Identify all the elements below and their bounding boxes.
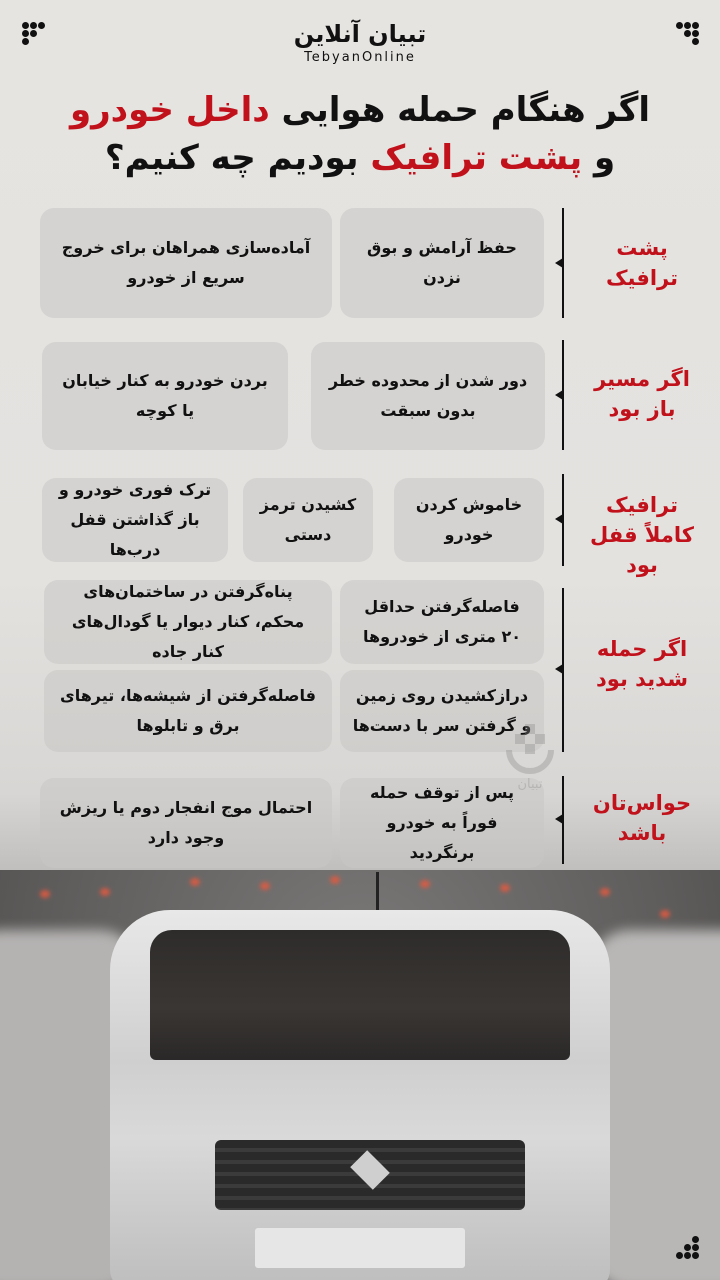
pointer-arrow-icon — [555, 258, 563, 268]
title-line2-pre: و — [582, 138, 616, 178]
pointer-arrow-icon — [555, 814, 563, 824]
section-route-open — [0, 340, 720, 452]
brand-name-fa: تبیان آنلاین — [293, 20, 427, 48]
section-label: اگر مسیر باز بود — [594, 367, 690, 421]
pointer-arrow-icon — [555, 514, 563, 524]
title-line-2 — [0, 134, 720, 182]
page-title — [0, 86, 720, 182]
tip-card: خاموش کردن خودرو — [394, 478, 544, 562]
tip-card: بردن خودرو به کنار خیابان یا کوچه — [42, 342, 288, 450]
tip-card: پناه‌گرفتن در ساختمان‌های محکم، کنار دیوار یا گودال‌های کنار جاده — [44, 580, 332, 664]
title-line2-post: بودیم چه کنیم؟ — [104, 138, 371, 178]
tip-card: احتمال موج انفجار دوم یا ریزش وجود دارد — [40, 778, 332, 868]
section-severe-attack — [0, 580, 720, 752]
section-traffic-locked — [0, 474, 720, 577]
tip-card: کشیدن ترمز دستی — [243, 478, 373, 562]
license-plate — [255, 1228, 465, 1268]
tip-card: آماده‌سازی همراهان برای خروج سریع از خودرو — [40, 208, 332, 318]
title-line1-black: اگر هنگام حمله هوایی — [269, 90, 651, 130]
pointer-arrow-icon — [555, 664, 563, 674]
section-be-careful — [0, 776, 720, 866]
title-line1-red: داخل خودرو — [69, 90, 270, 130]
section-label: حواس‌تان باشد — [592, 791, 692, 845]
title-line-1 — [0, 86, 720, 134]
tebyan-watermark-icon — [505, 722, 555, 792]
section-label: پشت ترافیک — [606, 236, 678, 290]
tip-card: پس از توقف حمله فوراً به خودرو برنگردید — [340, 778, 544, 868]
tip-card: ترک فوری خودرو و باز گذاشتن قفل درب‌ها — [42, 478, 228, 562]
title-line2-red: پشت ترافیک — [370, 138, 583, 178]
tip-card: دور شدن از محدوده خطر بدون سبقت — [311, 342, 545, 450]
pointer-arrow-icon — [555, 390, 563, 400]
car-windshield-with-family — [150, 930, 570, 1060]
brand-name-en: TebyanOnline — [304, 50, 416, 65]
traffic-car-photo — [0, 870, 720, 1280]
brand-logo — [0, 20, 720, 65]
tip-card: درازکشیدن روی زمین و گرفتن سر با دست‌ها — [340, 670, 544, 752]
corner-dots-icon-bottom-right — [676, 1236, 702, 1262]
tip-card: حفظ آرامش و بوق نزدن — [340, 208, 544, 318]
car-antenna — [376, 872, 379, 910]
section-behind-traffic — [0, 206, 720, 320]
tip-card: فاصله‌گرفتن از شیشه‌ها، تیرهای برق و تابلوها — [44, 670, 332, 752]
tip-card: فاصله‌گرفتن حداقل ۲۰ متری از خودروها — [340, 580, 544, 664]
svg-text:تبیان: تبیان — [517, 777, 543, 792]
section-label: ترافیک کاملاً قفل بود — [590, 493, 694, 577]
section-label: اگر حمله شدید بود — [596, 637, 688, 691]
